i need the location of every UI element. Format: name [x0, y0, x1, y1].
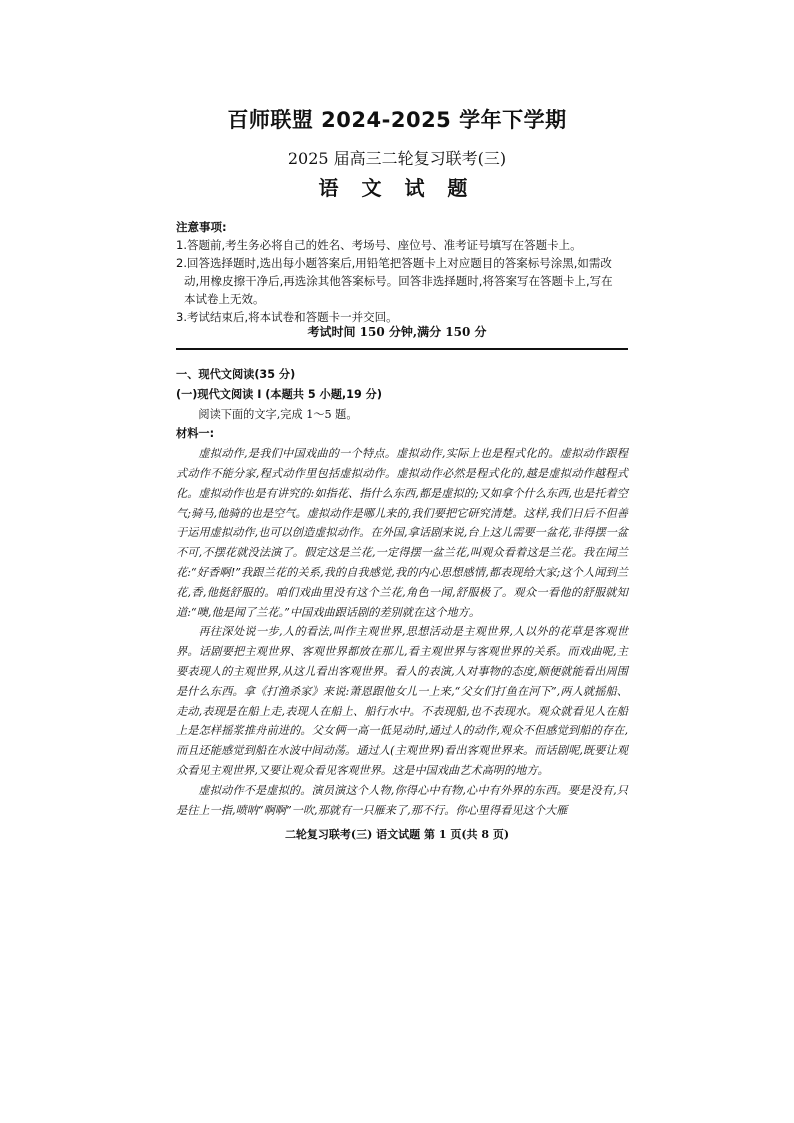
material-paragraph: 虚拟动作不是虚拟的。演员演这个人物,你得心中有物,心中有外界的东西。要是没有,只是往上一指,喷呐“啊啊”一吹,那就有一只雁来了,那不行。你心里得看见这个大雁 [176, 783, 628, 817]
notes-item: 动,用橡皮擦干净后,再选涂其他答案标号。回答非选择题时,将答案写在答题卡上,写在 [184, 274, 613, 288]
section-subheading: (一)现代文阅读 I (本题共 5 小题,19 分) [176, 387, 382, 401]
exam-notes [176, 218, 636, 326]
material-paragraph: 再往深处说一步,人的看法,叫作主观世界,思想活动是主观世界,人以外的花草是客观世界。话剧要把主观世界、客观世界都放在那儿,看主观世界与客观世界的关系。而戏曲呢,主要表现人的主观世界,从这儿看出客观世界。看人的表演,人对事物的态度,顺便就能看出周围是什么东西。拿《打渔杀家》来说:萧恩跟他女儿一上来,“父女们打鱼在河下”,两人就摇船、走动,表现是在船上走,表现人在船上、船行水中。不表现船,也不表现水。观众就看见人在船上是怎样摇浆推舟前进的。父女俩一高一低晃动时,通过人的动作,观众不但感觉到船的存在,而且还能感觉到船在水波中间动荡。通过人(主观世界)看出客观世界来。而话剧呢,既要让观众看见主观世界,又要让观众看见客观世界。这是中国戏曲艺术高明的地方。 [176, 625, 628, 777]
page-footer: 二轮复习联考(三) 语文试题 第 1 页(共 8 页) [284, 828, 510, 841]
header-subtitle: 2025 届高三二轮复习联考(三) [287, 149, 507, 168]
material-label: 材料一: [176, 427, 215, 441]
notes-label: 注意事项: [176, 220, 227, 234]
notes-item: 2.回答选择题时,选出每小题答案后,用铅笔把答题卡上对应题目的答案标号涂黑,如需改 [176, 256, 612, 270]
reading-section [176, 365, 628, 820]
notes-item: 3.考试结束后,将本试卷和答题卡一并交回。 [176, 310, 398, 324]
notes-item: 本试卷上无效。 [184, 292, 265, 306]
section-instruction: 阅读下面的文字,完成 1～5 题。 [198, 407, 358, 421]
exam-subject-title: 语 文 试 题 [318, 176, 476, 200]
header-main-title: 百师联盟 2024-2025 学年下学期 [227, 108, 567, 132]
notes-item: 1.答题前,考生务必将自己的姓名、考场号、座位号、准考证号填写在答题卡上。 [176, 238, 582, 252]
exam-time-line: 考试时间 150 分钟,满分 150 分 [307, 325, 487, 339]
section-heading: 一、现代文阅读(35 分) [176, 368, 296, 381]
divider-rule [176, 348, 628, 350]
material-paragraph: 虚拟动作,是我们中国戏曲的一个特点。虚拟动作,实际上也是程式化的。虚拟动作跟程式动作不能分家,程式动作里包括虚拟动作。虚拟动作必然是程式化的,越是虚拟动作越程式化。虚拟动作也是有讲究的:如指花、指什么东西,都是虚拟的;又如拿个什么东西,也是托着空气;骑马,他骑的也是空气。虚拟动作是哪儿来的,我们要把它研究清楚。这样,我们日后不但善于运用虚拟动作,也可以创造虚拟动作。在外国,拿话剧来说,台上这儿需要一盆花,非得摆一盆不可,不摆花就没法演了。假定这是兰花,一定得摆一盆兰花,叫观众看着这是兰花。我在闻兰花:“好香啊!”我跟兰花的关系,我的自我感觉,我的内心思想感情,都表现给大家;这个人闻到兰花,香,他挺舒服的。咱们戏曲里没有这个兰花,角色一闻,舒服极了。观众一看他的舒服就知道:“噢,他是闻了兰花。”中国戏曲跟话剧的差别就在这个地方。 [176, 447, 628, 619]
